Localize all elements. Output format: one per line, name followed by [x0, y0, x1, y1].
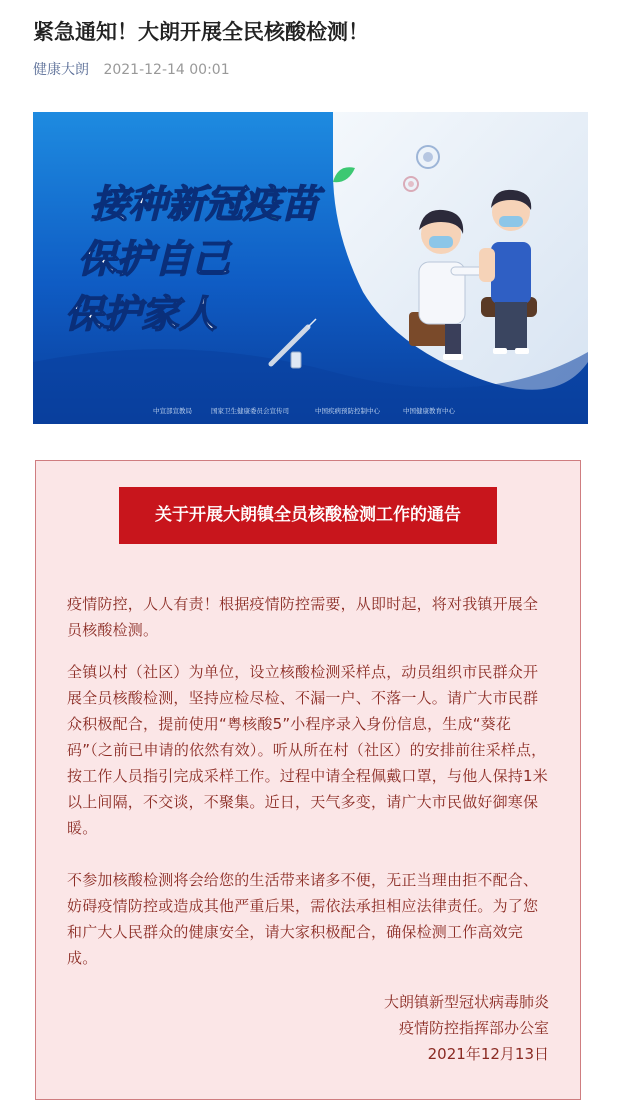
footer-org-3: 中国疾病预防控制中心: [315, 407, 380, 415]
slogan-line3: 保护家人: [65, 292, 218, 336]
notice-box: [35, 460, 581, 1100]
article-meta: [33, 60, 230, 80]
notice-paragraph-3: 不参加核酸检测将会给您的生活带来诸多不便，无正当理由拒不配合、妨碍疫情防控或造成其他严重后果，需依法承担相应法律责任。为了您和广大人民群众的健康安全，请大家积极配合，确保检测工作高效完成。: [67, 871, 539, 967]
vaccine-banner-image: [33, 112, 588, 424]
notice-signature: [384, 989, 549, 1067]
article-title: 紧急通知！大朗开展全民核酸检测！: [33, 20, 369, 44]
notice-paragraph-1: 疫情防控，人人有责！根据疫情防控需要，从即时起，将对我镇开展全员核酸检测。: [67, 595, 539, 639]
footer-org-4: 中国健康教育中心: [403, 407, 455, 415]
footer-org-1: 中宣部宣教局: [153, 407, 192, 415]
signature-line-2: 疫情防控指挥部办公室: [398, 1019, 549, 1037]
footer-org-2: 国家卫生健康委员会宣传司: [211, 407, 289, 415]
notice-paragraph-2: 全镇以村（社区）为单位，设立核酸检测采样点，动员组织市民群众开展全员核酸检测，坚持应检尽检、不漏一户、不落一人。请广大市民群众积极配合，提前使用“粤核酸5”小程序录入身份信息，生成“葵花码”（之前已申请的依然有效）。听从所在村（社区）的安排前往采样点，按工作人员指引完成采样工作。过程中请全程佩戴口罩，与他人保持1米以上间隔，不交谈，不聚集。近日，天气多变，请广大市民做好御寒保暖。: [67, 663, 548, 837]
signature-date: 2021年12月13日: [427, 1045, 549, 1063]
author-link[interactable]: 健康大朗: [33, 62, 89, 78]
signature-line-1: 大朗镇新型冠状病毒肺炎: [383, 993, 549, 1011]
slogan-line1: 接种新冠疫苗: [91, 182, 320, 226]
notice-heading: 关于开展大朗镇全员核酸检测工作的通告: [119, 487, 497, 544]
publish-time: 2021-12-14 00:01: [103, 62, 230, 78]
slogan-line2: 保护自己: [78, 237, 231, 281]
